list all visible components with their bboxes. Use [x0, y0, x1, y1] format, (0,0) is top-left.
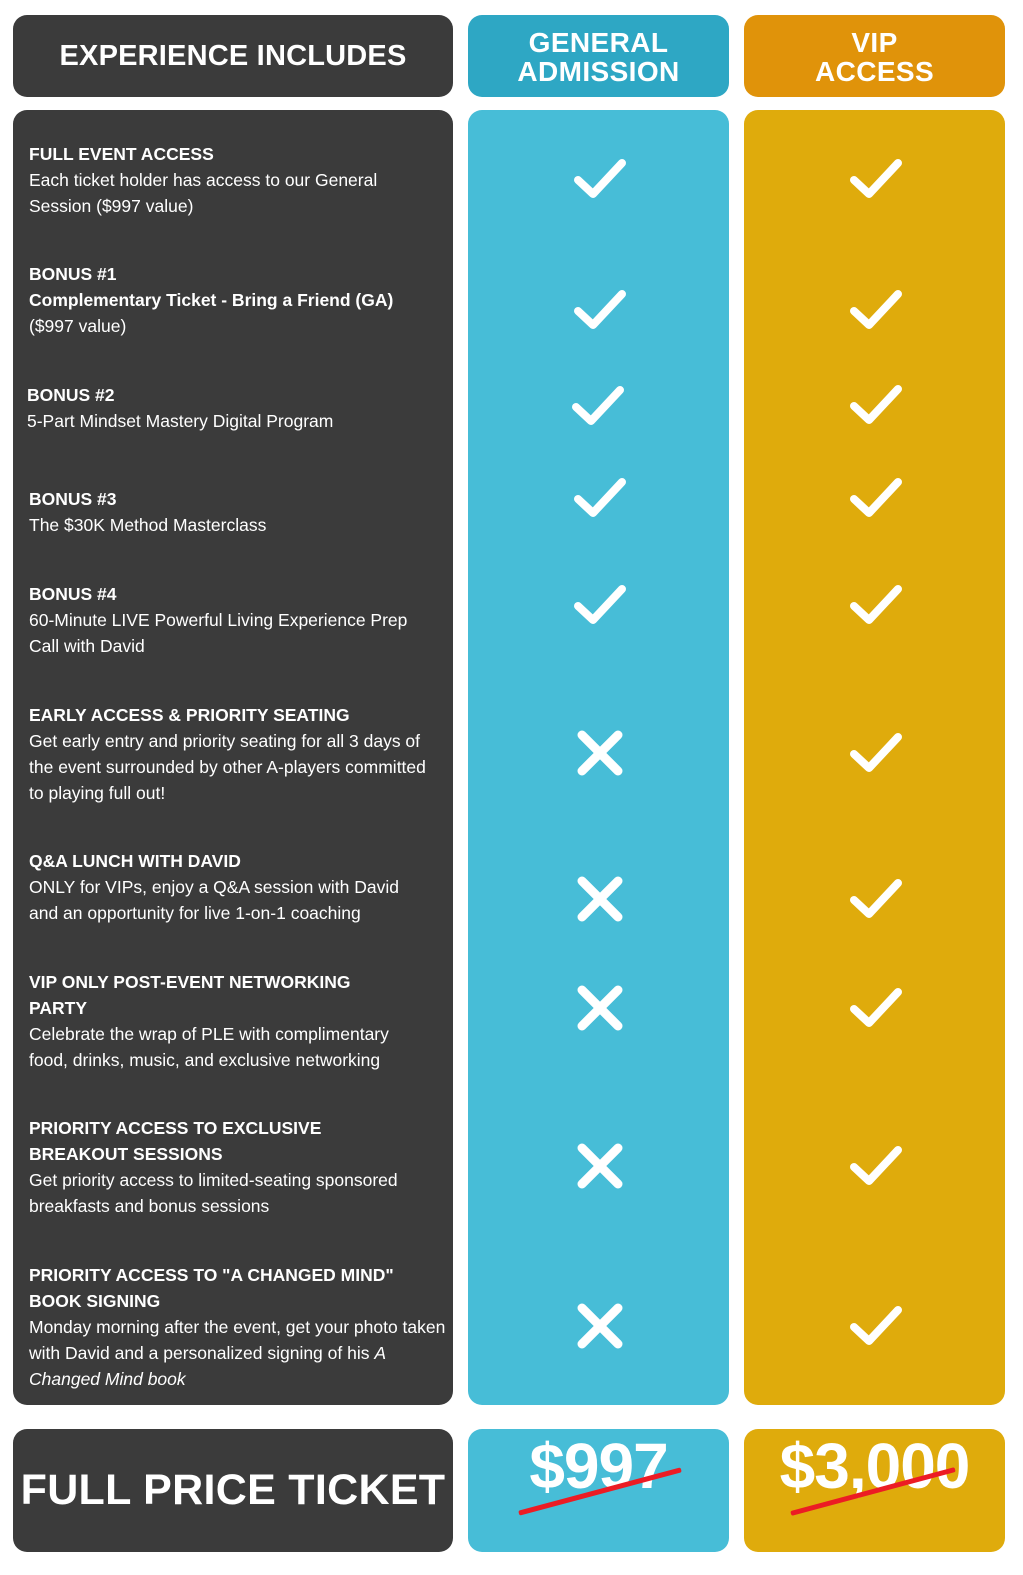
- feature-row: [29, 581, 445, 659]
- feature-description: ($997 value): [29, 316, 127, 336]
- feature-row: [29, 486, 445, 538]
- feature-description: Get early entry and priority seating for all 3 days of the event surrounded by other A-players committed to playing full out!: [29, 731, 426, 803]
- feature-description: Celebrate the wrap of PLE with complimentary food, drinks, music, and exclusive networking: [29, 1024, 389, 1070]
- feature-row: [29, 702, 445, 806]
- feature-row: [29, 261, 445, 339]
- check-icon: [848, 1298, 904, 1354]
- check-icon: [570, 378, 626, 434]
- feature-title: VIP ONLY POST-EVENT NETWORKING PARTY: [29, 972, 351, 1018]
- feature-row: [29, 969, 445, 1073]
- feature-description-text: Monday morning after the event, get your photo taken with David and a personalized signing of his: [29, 1317, 446, 1363]
- vip-access-header: [744, 15, 1005, 97]
- feature-title: FULL EVENT ACCESS: [29, 144, 214, 164]
- check-icon: [848, 980, 904, 1036]
- feature-title: EARLY ACCESS & PRIORITY SEATING: [29, 705, 350, 725]
- experience-header: [13, 15, 453, 97]
- feature-row: [27, 382, 443, 434]
- feature-description: ONLY for VIPs, enjoy a Q&A session with David and an opportunity for live 1-on-1 coaching: [29, 877, 399, 923]
- cross-icon: [572, 1138, 628, 1194]
- feature-description: Get priority access to limited-seating sponsored breakfasts and bonus sessions: [29, 1170, 398, 1216]
- vip-price: $3,000: [779, 1430, 970, 1502]
- cross-icon: [572, 871, 628, 927]
- experience-header-label: EXPERIENCE INCLUDES: [59, 39, 407, 72]
- check-icon: [848, 377, 904, 433]
- cross-icon: [572, 980, 628, 1036]
- check-icon: [848, 1138, 904, 1194]
- feature-description: The $30K Method Masterclass: [29, 515, 267, 535]
- feature-title: Q&A LUNCH WITH DAVID: [29, 851, 241, 871]
- ga-header-line2: ADMISSION: [517, 56, 680, 87]
- feature-title: PRIORITY ACCESS TO "A CHANGED MIND" BOOK SIGNING: [29, 1265, 394, 1311]
- check-icon: [572, 151, 628, 207]
- feature-title: BONUS #1: [29, 264, 117, 284]
- feature-row: [29, 1115, 445, 1219]
- general-admission-header: [468, 15, 729, 97]
- check-icon: [572, 577, 628, 633]
- ga-price: $997: [529, 1430, 668, 1502]
- check-icon: [572, 282, 628, 338]
- feature-title: BONUS #2: [27, 385, 115, 405]
- check-icon: [848, 282, 904, 338]
- full-price-label-box: [13, 1429, 453, 1552]
- feature-subtitle: Complementary Ticket - Bring a Friend (GA): [29, 290, 394, 310]
- feature-description: [29, 1314, 449, 1392]
- full-price-label: FULL PRICE TICKET: [20, 1466, 446, 1514]
- feature-description: 5-Part Mindset Mastery Digital Program: [27, 411, 334, 431]
- feature-row: [29, 1262, 445, 1392]
- cross-icon: [572, 725, 628, 781]
- vip-price-box: [744, 1429, 1005, 1552]
- feature-description: Each ticket holder has access to our General Session ($997 value): [29, 170, 378, 216]
- feature-row: [29, 848, 445, 926]
- book-title: A Changed Mind book: [29, 1343, 386, 1389]
- check-icon: [572, 470, 628, 526]
- vip-header-line2: ACCESS: [814, 56, 935, 87]
- feature-row: [29, 141, 445, 219]
- check-icon: [848, 151, 904, 207]
- ga-header-line1: GENERAL: [528, 27, 669, 58]
- vip-header-line1: VIP: [851, 27, 898, 58]
- cross-icon: [572, 1298, 628, 1354]
- feature-title: BONUS #4: [29, 584, 117, 604]
- feature-title: PRIORITY ACCESS TO EXCLUSIVE BREAKOUT SESSIONS: [29, 1118, 322, 1164]
- check-icon: [848, 871, 904, 927]
- ga-price-box: [468, 1429, 729, 1552]
- feature-title: BONUS #3: [29, 489, 117, 509]
- check-icon: [848, 577, 904, 633]
- check-icon: [848, 725, 904, 781]
- feature-description: 60-Minute LIVE Powerful Living Experience Prep Call with David: [29, 610, 408, 656]
- check-icon: [848, 470, 904, 526]
